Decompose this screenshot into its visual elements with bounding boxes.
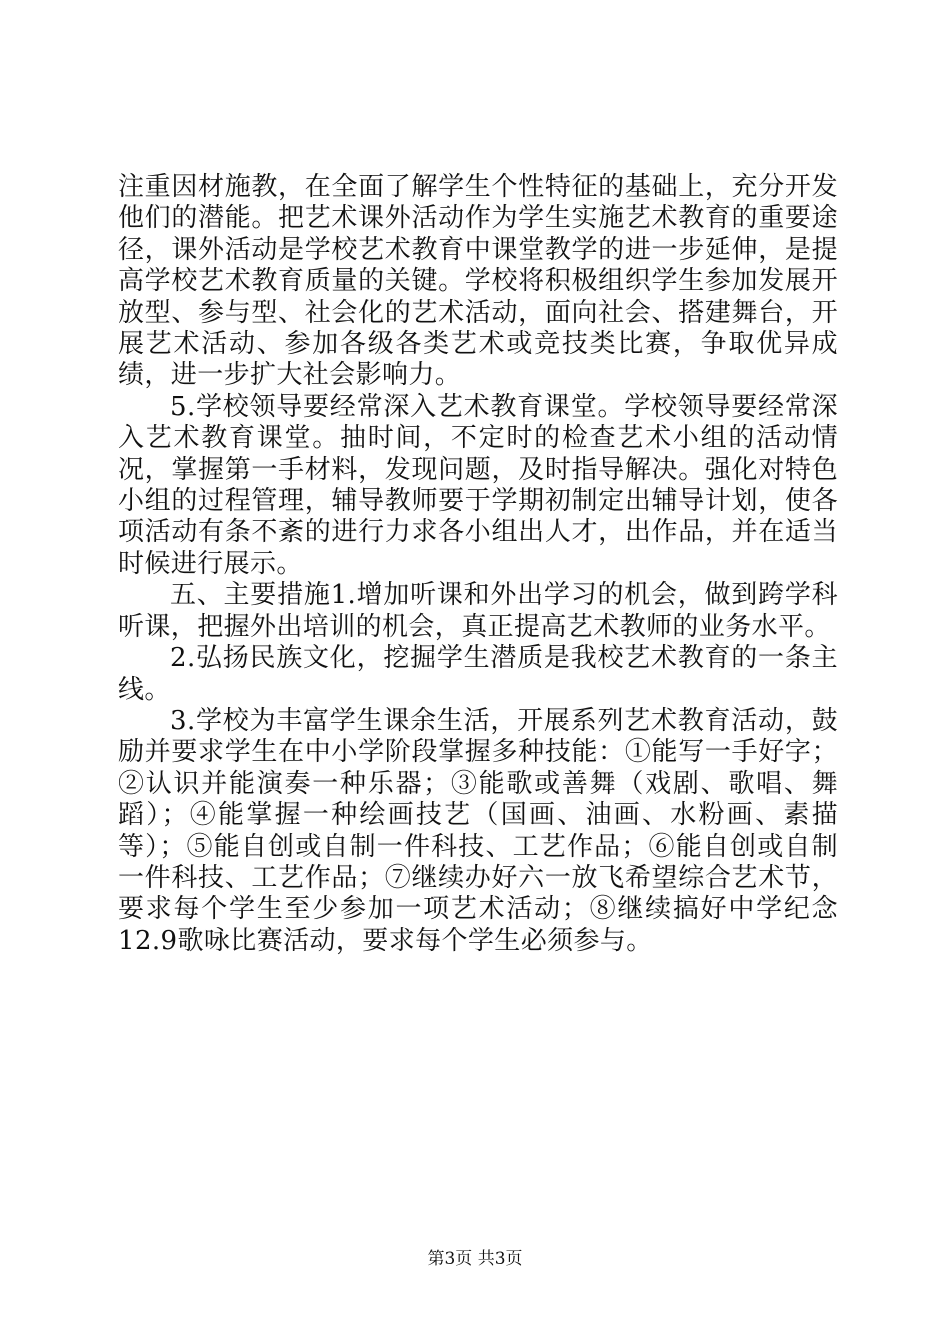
paragraph-item-5: 5.学校领导要经常深入艺术教育课堂。学校领导要经常深入艺术教育课堂。抽时间，不定时的检查艺术小组的活动情况，掌握第一手材料，发现问题，及时指导解决。强化对特色小组的过程管理，辅导教师要于学期初制定出辅导计划，使各项活动有条不紊的进行力求各小组出人才，出作品，并在适当时候进行展示。 (118, 391, 838, 579)
page-footer: 第3页 共3页 (427, 1249, 523, 1269)
paragraph-section-5-measures: 五、主要措施1.增加听课和外出学习的机会，做到跨学科听课，把握外出培训的机会，真正提高艺术教师的业务水平。 (118, 580, 838, 642)
paragraph-measure-2: 2.弘扬民族文化，挖掘学生潜质是我校艺术教育的一条主线。 (118, 643, 838, 705)
paragraph-measure-3: 3.学校为丰富学生课余生活，开展系列艺术教育活动，鼓励并要求学生在中小学阶段掌握多种技能：①能写一手好字；②认识并能演奏一种乐器；③能歌或善舞（戏剧、歌唱、舞蹈）；④能掌握一种绘画技艺（国画、油画、水粉画、素描等）；⑤能自创或自制一件科技、工艺作品；⑥能自创或自制一件科技、工艺作品；⑦继续办好六一放飞希望综合艺术节，要求每个学生至少参加一项艺术活动；⑧继续搞好中学纪念12.9歌咏比赛活动，要求每个学生必须参与。 (118, 705, 838, 956)
paragraph-continuation: 注重因材施教，在全面了解学生个性特征的基础上，充分开发他们的潜能。把艺术课外活动作为学生实施艺术教育的重要途径，课外活动是学校艺术教育中课堂教学的进一步延伸，是提高学校艺术教育质量的关键。学校将积极组织学生参加发展开放型、参与型、社会化的艺术活动，面向社会、搭建舞台，开展艺术活动、参加各级各类艺术或竞技类比赛，争取优异成绩，进一步扩大社会影响力。 (118, 172, 838, 391)
document-body (118, 172, 838, 957)
